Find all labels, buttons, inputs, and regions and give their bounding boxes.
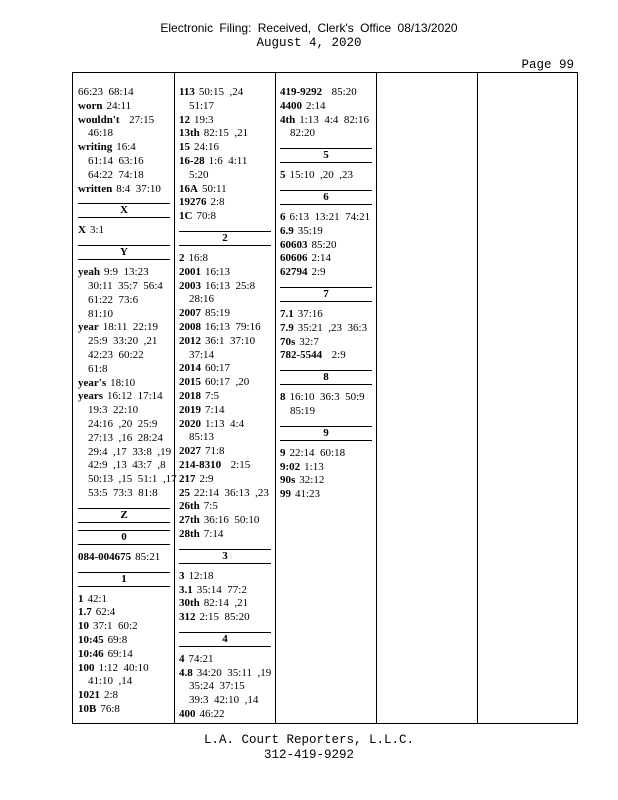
page-line-refs: 16:13 79:16: [205, 320, 261, 333]
index-entry: [179, 708, 271, 722]
page-line-refs: 66:23 68:14: [78, 86, 134, 98]
page-line-refs: 76:8: [100, 702, 120, 715]
page-line-refs: 16:13 25:8 28:16: [189, 279, 256, 306]
filing-stamp: Electronic Filing: Received, Clerk's Office 08/13/2020: [160, 21, 458, 35]
index-entry: [78, 634, 170, 648]
index-term: 084-004675: [78, 550, 132, 563]
page-line-refs: 32:12: [299, 474, 325, 487]
index-entry: [280, 100, 372, 114]
index-entry: [179, 473, 271, 487]
page-line-refs: 16:10 36:3 50:9 85:19: [289, 391, 365, 417]
index-term: 3: [179, 569, 185, 582]
page-line-refs: 35:21 ,23 36:3: [297, 321, 368, 334]
index-term: 9: [280, 446, 286, 459]
index-term: 2012: [179, 334, 201, 347]
page-line-refs: 60:17 ,20: [205, 376, 250, 389]
hearing-date: August 4, 2020: [256, 36, 362, 50]
page-line-refs: 85:19: [205, 307, 231, 320]
section-letter: 9: [280, 426, 372, 441]
index-entry: [179, 445, 271, 459]
section-letter: 6: [280, 190, 372, 205]
index-term: 312: [179, 611, 196, 624]
index-term: writing: [78, 141, 113, 154]
index-term: 1.7: [78, 606, 92, 619]
index-entry: [179, 459, 271, 473]
index-entry: [280, 488, 372, 502]
index-entry: [78, 606, 170, 620]
index-term: 100: [78, 661, 95, 674]
index-term: 99: [280, 488, 291, 501]
index-term: 6: [280, 210, 286, 223]
section-letter: X: [78, 203, 170, 218]
index-entry: [179, 155, 271, 183]
index-term: 1021: [78, 689, 100, 702]
index-term: 6.9: [280, 224, 294, 237]
page-line-refs: 19:3: [194, 113, 214, 126]
page-line-refs: 7:5: [205, 389, 220, 402]
index-term: 4.8: [179, 666, 193, 679]
page-line-refs: 85:21: [135, 550, 161, 563]
page-line-refs: 16:8: [188, 251, 209, 264]
page-line-refs: 85:20: [311, 238, 337, 251]
page-line-refs: 42:1: [87, 592, 108, 605]
index-term: 7.9: [280, 321, 294, 334]
page-line-refs: 2:8: [210, 196, 225, 209]
page-line-refs: 35:19: [297, 224, 323, 237]
index-term: 419-9292: [280, 86, 323, 98]
index-entry: [179, 210, 271, 224]
index-term: 217: [179, 472, 196, 485]
index-entry: [78, 551, 170, 565]
index-term: 1: [78, 592, 84, 605]
index-entry: [280, 391, 372, 419]
index-entry: [78, 662, 170, 690]
index-entry: [179, 500, 271, 514]
index-entry: [179, 528, 271, 542]
index-entry: [179, 376, 271, 390]
index-entry: [179, 266, 271, 280]
index-entry: [179, 114, 271, 128]
index-term: 90s: [280, 474, 296, 487]
page-line-refs: 32:7: [299, 335, 319, 348]
section-letter: 8: [280, 370, 372, 385]
index-term: 27th: [179, 514, 200, 527]
index-entry: [78, 86, 170, 100]
index-term: 10: [78, 620, 89, 633]
page-line-refs: 22:14 36:13 ,23: [194, 486, 269, 499]
index-entry: [280, 349, 372, 363]
index-entry: [280, 308, 372, 322]
reporter-name: L.A. Court Reporters, L.L.C.: [203, 733, 415, 747]
index-entry: [280, 211, 372, 225]
index-entry: [78, 114, 170, 142]
index-entry: [179, 418, 271, 446]
page-line-refs: 24:16: [194, 141, 220, 154]
page-line-refs: 1:13 4:4 85:13: [189, 417, 245, 444]
index-term: 3.1: [179, 583, 193, 596]
page-line-refs: 37:1 60:2: [93, 620, 138, 633]
index-entry: [280, 239, 372, 253]
index-entry: [280, 86, 372, 100]
index-entry: [280, 266, 372, 280]
section-letter: 0: [78, 530, 170, 545]
index-term: yeah: [78, 266, 100, 279]
index-term: X: [78, 224, 86, 237]
reporter-phone: 312-419-9292: [263, 748, 354, 762]
page-line-refs: 82:15 ,21: [203, 127, 249, 140]
index-term: 25: [179, 486, 190, 499]
index-entry: [78, 703, 170, 717]
page-line-refs: 22:14 60:18: [289, 446, 346, 459]
index-term: 2019: [179, 403, 201, 416]
index-term: 2018: [179, 389, 201, 402]
index-column-3: [280, 86, 372, 502]
section-letter: Y: [78, 245, 170, 260]
index-term: 4400: [280, 99, 302, 112]
page-line-refs: 16:13: [205, 265, 231, 278]
index-term: 214-8310: [179, 458, 222, 471]
page-line-refs: 2:9: [199, 472, 214, 485]
page-line-refs: 7:14: [205, 403, 225, 416]
page-line-refs: 85:20: [326, 86, 357, 98]
page-line-refs: 2:14: [306, 99, 326, 112]
index-term: 60603: [280, 238, 308, 251]
index-entry: [78, 266, 170, 321]
index-term: worn: [78, 99, 103, 112]
index-entry: [280, 474, 372, 488]
index-entry: [179, 597, 271, 611]
page-line-refs: 7:14: [203, 527, 224, 540]
index-entry: [280, 336, 372, 350]
page-line-refs: 27:15 46:18: [88, 113, 155, 140]
index-entry: [78, 620, 170, 634]
column-divider: [477, 72, 478, 724]
index-term: 19276: [179, 196, 207, 209]
index-entry: [179, 183, 271, 197]
index-term: 2008: [179, 320, 201, 333]
index-entry: [179, 321, 271, 335]
index-entry: [179, 487, 271, 501]
page-line-refs: 7:5: [203, 500, 218, 513]
page-line-refs: 69:14: [107, 647, 133, 660]
index-term: 2: [179, 251, 185, 264]
page-line-refs: 18:11 22:19 25:9 33:20 ,21 42:23 60:22 61:8: [88, 321, 158, 375]
index-entry: [78, 224, 170, 238]
index-term: 10:45: [78, 633, 104, 646]
index-term: wouldn't: [78, 113, 120, 126]
page-line-refs: 82:14 ,21: [203, 597, 249, 610]
index-term: 62794: [280, 266, 308, 279]
index-term: 2001: [179, 265, 201, 278]
index-term: 4th: [280, 113, 296, 126]
index-entry: [78, 648, 170, 662]
index-term: 13th: [179, 127, 200, 140]
page-line-refs: 71:8: [205, 445, 225, 458]
page-line-refs: 41:23: [295, 488, 321, 501]
column-divider: [275, 72, 276, 724]
index-term: 28th: [179, 527, 200, 540]
index-entry: [280, 461, 372, 475]
index-entry: [78, 321, 170, 376]
page-line-refs: 37:16: [297, 307, 323, 320]
page-line-refs: 15:10 ,20 ,23: [289, 169, 354, 182]
index-term: 5: [280, 169, 286, 182]
index-entry: [179, 667, 271, 708]
column-divider: [376, 72, 377, 724]
index-term: 400: [179, 708, 196, 721]
page-line-refs: 2:9: [326, 349, 346, 362]
page-line-refs: 2:9: [311, 266, 326, 279]
index-term: 2014: [179, 362, 201, 375]
index-term: 2007: [179, 307, 201, 320]
section-letter: 7: [280, 287, 372, 302]
page-line-refs: 24:11: [106, 99, 132, 112]
index-entry: [179, 390, 271, 404]
index-entry: [179, 653, 271, 667]
page-line-refs: 16:4 61:14 63:16 64:22 74:18: [88, 141, 144, 181]
page-line-refs: 2:8: [104, 689, 119, 702]
index-entry: [179, 280, 271, 308]
page-line-refs: 3:1: [89, 224, 105, 237]
index-entry: [78, 593, 170, 607]
index-entry: [179, 584, 271, 598]
index-entry: [280, 322, 372, 336]
page-line-refs: 36:16 50:10: [203, 514, 260, 527]
index-term: 9:02: [280, 460, 301, 473]
index-term: 2027: [179, 445, 201, 458]
page-line-refs: 9:9 13:23 30:11 35:7 56:4 61:22 73:6 81:10: [88, 266, 163, 320]
index-term: 16-28: [179, 154, 205, 167]
section-letter: 1: [78, 572, 170, 587]
index-term: 1C: [179, 210, 193, 223]
index-term: year's: [78, 376, 107, 389]
index-entry: [78, 183, 170, 197]
index-column-1: [78, 86, 177, 717]
page-line-refs: 2:14: [311, 252, 332, 265]
page-line-refs: 50:15 ,24 51:17: [189, 86, 244, 112]
index-term: 2015: [179, 376, 201, 389]
page-line-refs: 16:12 17:14 19:3 22:10 24:16 ,20 25:9 27:13 ,16 28:24 29:4 ,17 33:8 ,19 42:9 ,13 43:7 ,8 50:13 ,15 51:1 ,17 53:5 73:3 81:8: [88, 390, 177, 499]
index-entry: [78, 390, 177, 500]
page-line-refs: 36:1 37:10 37:14: [189, 334, 256, 361]
section-letter: Z: [78, 508, 170, 523]
index-entry: [78, 100, 170, 114]
page-line-refs: 18:10: [110, 376, 136, 389]
index-term: 16A: [179, 182, 198, 195]
index-entry: [179, 335, 271, 363]
index-term: 30th: [179, 597, 200, 610]
section-letter: 5: [280, 148, 372, 163]
index-term: 2020: [179, 417, 201, 430]
index-term: 15: [179, 141, 190, 154]
index-term: 8: [280, 391, 286, 404]
index-entry: [179, 127, 271, 141]
index-entry: [179, 362, 271, 376]
index-entry: [78, 377, 170, 391]
page-line-refs: 1:12 40:10 41:10 ,14: [88, 661, 149, 688]
index-term: 2003: [179, 279, 201, 292]
index-entry: [78, 141, 170, 182]
index-term: year: [78, 321, 99, 334]
index-term: 10:46: [78, 647, 104, 660]
column-divider: [174, 72, 175, 724]
index-term: 113: [179, 86, 195, 98]
index-term: 12: [179, 113, 190, 126]
index-entry: [179, 141, 271, 155]
section-letter: 2: [179, 231, 271, 246]
index-entry: [179, 570, 271, 584]
index-term: years: [78, 390, 104, 403]
page-line-refs: 1:6 4:11 5:20: [189, 154, 248, 181]
section-letter: 4: [179, 632, 271, 647]
index-entry: [179, 307, 271, 321]
page-line-refs: 74:21: [188, 652, 214, 665]
index-entry: [179, 196, 271, 210]
section-letter: 3: [179, 549, 271, 564]
page-line-refs: 34:20 35:11 ,19 35:24 37:15 39:3 42:10 ,14: [189, 666, 272, 707]
page-line-refs: 70:8: [196, 210, 217, 223]
page-line-refs: 2:15 85:20: [199, 611, 250, 624]
index-term: 10B: [78, 702, 97, 715]
page-line-refs: 35:14 77:2: [196, 583, 247, 596]
page-line-refs: 1:13: [304, 460, 324, 473]
page-number: Page 99: [521, 58, 574, 72]
page-line-refs: 62:4: [95, 606, 116, 619]
index-column-2: [179, 86, 271, 722]
index-term: 782-5544: [280, 349, 323, 362]
page-line-refs: 2:15: [225, 458, 251, 471]
page-line-refs: 69:8: [107, 633, 128, 646]
page-line-refs: 50:11: [201, 182, 227, 195]
index-entry: [280, 447, 372, 461]
index-term: written: [78, 182, 113, 195]
index-entry: [179, 86, 271, 114]
page-line-refs: 60:17: [205, 362, 231, 375]
index-term: 4: [179, 652, 185, 665]
index-entry: [280, 225, 372, 239]
index-term: 60606: [280, 252, 308, 265]
index-entry: [179, 404, 271, 418]
page-line-refs: 6:13 13:21 74:21: [289, 210, 371, 223]
page-line-refs: 8:4 37:10: [116, 182, 161, 195]
index-entry: [179, 514, 271, 528]
index-term: 26th: [179, 500, 200, 513]
index-term: 7.1: [280, 307, 294, 320]
index-entry: [179, 252, 271, 266]
page-line-refs: 12:18: [188, 569, 214, 582]
index-entry: [78, 689, 170, 703]
index-entry: [179, 611, 271, 625]
page-line-refs: 1:13 4:4 82:16 82:20: [290, 113, 369, 140]
index-entry: [280, 169, 372, 183]
index-term: 70s: [280, 335, 296, 348]
index-entry: [280, 114, 372, 142]
page-line-refs: 46:22: [199, 708, 225, 721]
index-entry: [280, 252, 372, 266]
